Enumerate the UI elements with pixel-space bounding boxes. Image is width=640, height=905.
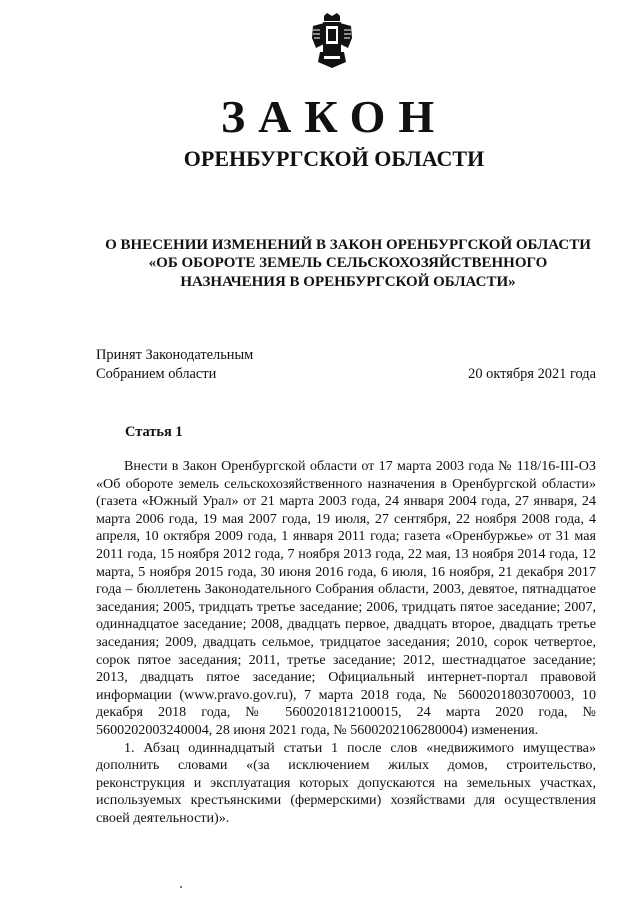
article-heading: Статья 1 <box>125 424 183 440</box>
scan-mark <box>180 886 182 888</box>
region-heading: ОРЕНБУРГСКОЙ ОБЛАСТИ <box>183 146 485 171</box>
article-paragraph: 1. Абзац одиннадцатый статьи 1 после слов «недвижимого имущества» дополнить словами «(за исключением жилых домов, строительство, реконструкция и эксплуатация которых допускаются на земельных участках, используемых крестьянскими (фермерскими) хозяйствами для осуществления своей деятельности)». <box>96 739 596 826</box>
adoption-line-1: Принят Законодательным <box>96 347 254 363</box>
law-title: О ВНЕСЕНИИ ИЗМЕНЕНИЙ В ЗАКОН ОРЕНБУРГСКОЙ ОБЛАСТИ «ОБ ОБОРОТЕ ЗЕМЕЛЬ СЕЛЬСКОХОЗЯЙСТВЕННОГО НАЗНАЧЕНИЯ В ОРЕНБУРГСКОЙ ОБЛАСТИ» <box>105 237 591 290</box>
adoption-line-2: Собранием области <box>96 366 217 382</box>
article-paragraph: Внести в Закон Оренбургской области от 17 марта 2003 года № 118/16-III-ОЗ «Об обороте земель сельскохозяйственного назначения в Оренбургской области» (газета «Южный Урал» от 21 марта 2003 года, 24 января 2004 года, 27 января, 24 марта 2006 года, 19 мая 2007 года, 19 июля, 27 сентября, 22 ноября 2008 года, 4 апреля, 10 октября 2009 года, 1 января 2011 года; газета «Оренбуржье» от 31 мая 2011 года, 15 ноября 2012 года, 7 ноября 2013 года, 22 мая, 13 ноября 2014 года, 12 марта, 5 ноября 2015 года, 30 июня 2016 года, 6 июля, 16 ноября, 21 декабря 2017 года – бюллетень Законодательного Собрания области, 2003, девятое, пятнадцатое заседания; 2005, тридцать третье заседание; 2006, тридцать пятое заседание; 2007, одиннадцатое заседание; 2008, двадцать первое, двадцать второе, двадцать третье заседания; 2009, двадцать сельмое, тридцатое заседания; 2010, сорок четвертое, сорок пятое заседания; 2011, третье заседание; 2012, шестнадцатое заседание; 2013, двадцать пятое заседание; Официальный интернет-портал правовой информации (www.pravo.gov.ru), 7 марта 2018 года, № 5600201803070003, 10 декабря 2018 года, № 5600201812100015, 24 марта 2020 года, № 5600202003240004, 28 июня 2021 года, № 5600202106280004) изменения. <box>96 458 596 738</box>
adoption-date: 20 октября 2021 года <box>468 366 596 382</box>
law-heading: ЗАКОН <box>220 91 448 142</box>
coat-of-arms-icon <box>310 12 354 70</box>
article-body <box>96 458 596 827</box>
adoption-block <box>96 346 596 384</box>
